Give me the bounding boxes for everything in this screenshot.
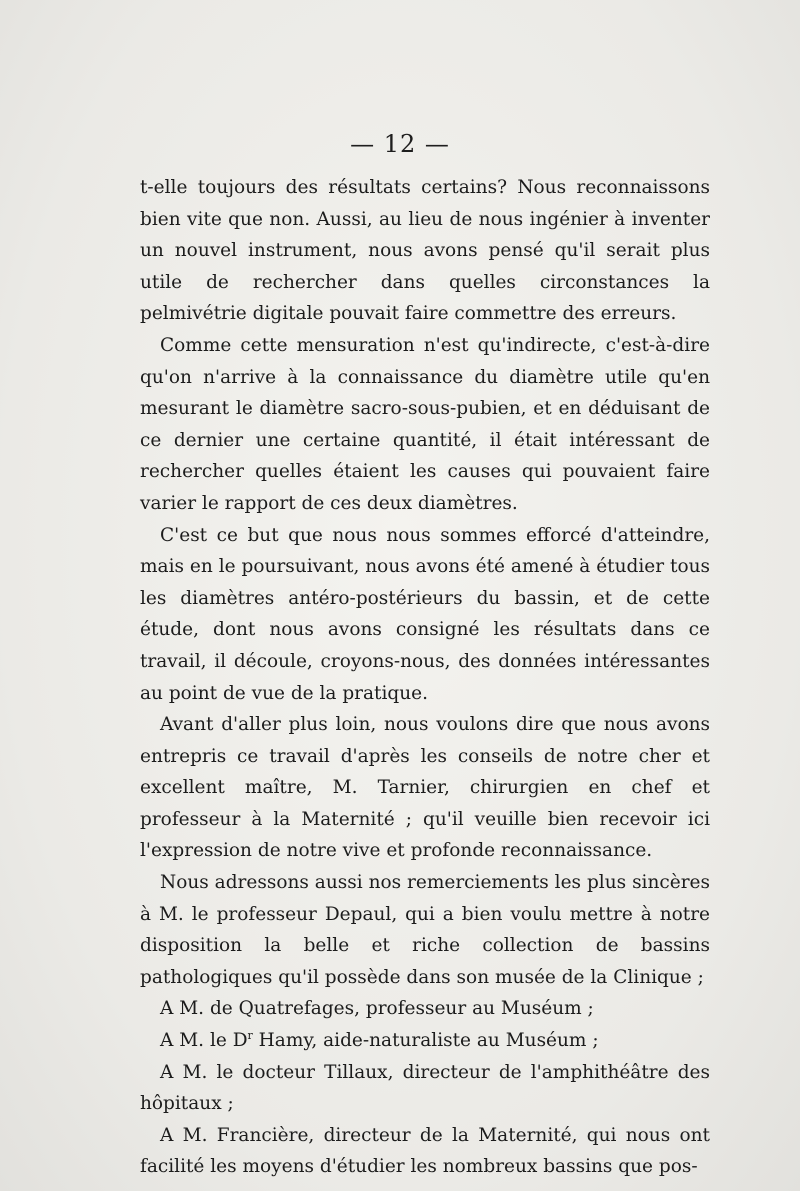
ack-hamy-suffix: Hamy, aide-naturaliste au Muséum ;: [252, 1030, 599, 1052]
body-text: [140, 172, 710, 1183]
paragraph-mensuration: Comme cette mensuration n'est qu'indirecte, c'est-à-dire qu'on n'arrive à la connaissance du diamètre utile qu'en mesurant le diamètre sacro-sous-pubien, et en déduisant de ce dernier une certaine quantité, il était intéressant de rechercher quelles étaient les causes qui pouvaient faire varier le rapport de ces deux diamètres.: [140, 334, 710, 514]
ack-tillaux: A M. le docteur Tillaux, directeur de l'amphithéâtre des hôpitaux ;: [140, 1061, 710, 1115]
ack-hamy-prefix: A M. le D: [160, 1030, 248, 1052]
ack-hamy-superscript: r: [247, 1028, 253, 1042]
page-number: — 12 —: [350, 130, 450, 158]
paragraph-thanks-depaul: Nous adressons aussi nos remerciements les plus sincères à M. le professeur Depaul, qui a bien voulu mettre à notre disposition la belle et riche collection de bassins pathologiques qu'il possède dans son musée de la Clinique ;: [140, 872, 710, 988]
ack-quatrefages: A M. de Quatrefages, professeur au Muséum ;: [160, 998, 594, 1020]
paragraph-thanks-tarnier: Avant d'aller plus loin, nous voulons dire que nous avons entrepris ce travail d'après les conseils de notre cher et excellent maître, M. Tarnier, chirurgien en chef et professeur à la Maternité ; qu'il veuille bien recevoir ici l'expression de notre vive et profonde reconnaissance.: [140, 714, 710, 862]
paragraph-purpose: C'est ce but que nous nous sommes efforcé d'atteindre, mais en le poursuivant, nous avons été amené à étudier tous les diamètres antéro-postérieurs du bassin, et de cette étude, dont nous avons consigné les résultats dans ce travail, il découle, croyons-nous, des données intéressantes au point de vue de la pratique.: [140, 524, 710, 704]
ack-hamy: [140, 1025, 710, 1057]
ack-franciere: A M. Francière, directeur de la Maternité, qui nous ont facilité les moyens d'étudier les nombreux bassins que pos-: [140, 1124, 710, 1178]
paragraph-continuation: t-elle toujours des résultats certains? Nous reconnaissons bien vite que non. Aussi, au lieu de nous ingénier à inventer un nouvel instrument, nous avons pensé qu'il serait plus utile de rechercher dans quelles circonstances la pelmivétrie digitale pouvait faire commettre des erreurs.: [140, 177, 710, 325]
